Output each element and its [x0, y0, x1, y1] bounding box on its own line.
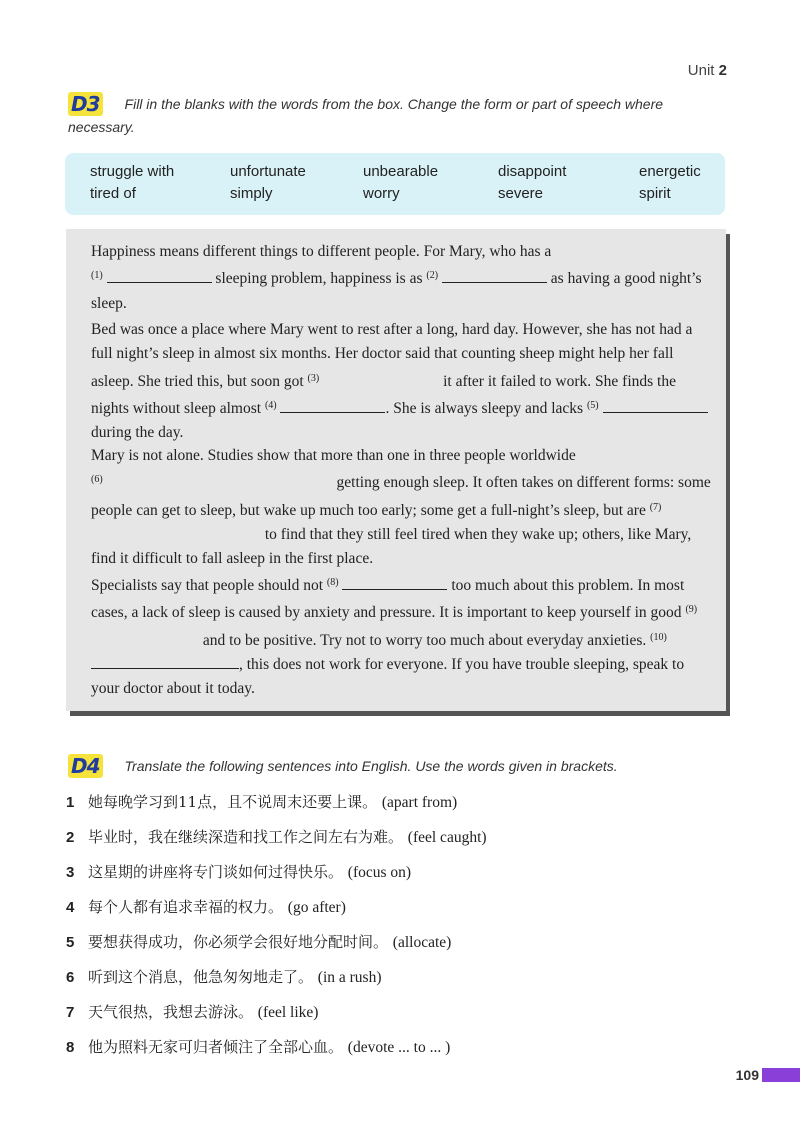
bracket-hint: (in a rush) — [317, 969, 382, 986]
word-item: struggle with — [90, 163, 175, 180]
bracket-hint: (focus on) — [347, 864, 412, 881]
passage-text: . She is always sleepy and lacks — [385, 399, 587, 417]
bracket-hint: (go after) — [287, 899, 346, 916]
bracket-hint: (allocate) — [392, 934, 452, 951]
item-number: 4 — [66, 899, 75, 916]
passage-paragraph-3 — [91, 444, 716, 571]
d4-badge: D4 — [68, 754, 103, 778]
item-number: 3 — [66, 864, 75, 881]
unit-label: Unit — [687, 62, 715, 79]
passage-text: Happiness means different things to different people. For Mary, who has a — [91, 243, 552, 260]
passage-text: to find that they still feel tired when they wake up; others, like Mary, find it difficult to fall asleep in the first place. — [91, 525, 692, 568]
item-number: 6 — [66, 969, 75, 986]
passage-text: too much about this problem. In most cases, a lack of sleep is caused by anxiety and pressure. It is important to keep yourself in good — [91, 577, 686, 622]
passage-text: Mary is not alone. Studies show that more than one in three people worldwide — [91, 447, 576, 464]
translation-item — [66, 896, 346, 917]
passage-text: Specialists say that people should not — [91, 577, 327, 594]
d3-instruction-text: Fill in the blanks with the words from the box. Change the form or part of speech where necessary. — [68, 96, 664, 135]
chinese-sentence: 他为照料无家可归者倾注了全部心血。 — [88, 1038, 344, 1056]
chinese-sentence: 天气很热，我想去游泳。 — [88, 1003, 254, 1021]
blank-10[interactable] — [91, 654, 239, 669]
blank-8[interactable] — [342, 575, 447, 590]
item-number: 5 — [66, 934, 75, 951]
translation-item — [66, 1036, 450, 1057]
bracket-hint: (devote ... to ... ) — [347, 1039, 451, 1056]
blank-4[interactable] — [280, 398, 385, 413]
word-box — [65, 153, 725, 215]
item-number: 2 — [66, 829, 75, 846]
translation-item — [66, 791, 457, 812]
bracket-hint: (feel like) — [257, 1004, 319, 1021]
d4-instruction-text: Translate the following sentences into English. Use the words given in brackets. — [124, 758, 618, 774]
d3-badge: D3 — [68, 92, 103, 116]
chinese-sentence: 她每晚学习到11点，且不说周末还要上课。 — [88, 793, 378, 811]
translation-item — [66, 931, 451, 952]
blank-2[interactable] — [442, 268, 547, 283]
chinese-sentence: 听到这个消息，他急匆匆地走了。 — [88, 968, 314, 986]
page-number: 109 — [735, 1067, 759, 1083]
word-item: tired of — [90, 185, 136, 202]
blank-number: (5) — [586, 399, 599, 411]
word-item: worry — [363, 185, 400, 202]
word-item: unfortunate — [230, 163, 306, 180]
passage-text: as having a good night’s sleep. — [91, 270, 702, 312]
passage-paragraph-1 — [91, 240, 716, 316]
bracket-hint: (apart from) — [381, 794, 458, 811]
word-item: disappoint — [498, 163, 567, 180]
unit-header — [688, 62, 727, 79]
blank-number: (4) — [264, 399, 277, 411]
blank-number: (1) — [91, 270, 103, 282]
passage-text: and to be positive. Try not to worry too much about everyday anxieties. — [199, 631, 651, 649]
blank-number: (8) — [326, 577, 339, 588]
chinese-sentence: 这星期的讲座将专门谈如何过得快乐。 — [88, 863, 344, 881]
translation-item — [66, 861, 411, 882]
blank-number: (3) — [307, 372, 320, 384]
blank-number: (2) — [426, 270, 439, 282]
passage-text: , this does not work for everyone. If you have trouble sleeping, speak to your doctor about it today. — [91, 655, 685, 698]
d3-instruction — [68, 92, 718, 138]
translation-item — [66, 826, 487, 847]
word-item: severe — [498, 185, 544, 202]
chinese-sentence: 要想获得成功，你必须学会很好地分配时间。 — [88, 933, 389, 951]
blank-5[interactable] — [603, 398, 708, 413]
blank-1[interactable] — [107, 268, 212, 283]
passage-paragraph-2 — [91, 318, 716, 445]
d4-instruction — [68, 754, 718, 778]
blank-number: (6) — [91, 474, 103, 486]
passage-text: it after it failed to work. She finds the nights without sleep almost — [91, 372, 676, 417]
passage-text: Bed was once a place where Mary went to rest after a long, hard day. However, she has not had a full night’s sleep in almost six months. Her doctor said that counting sheep might help her fall asleep. She tried this, but soon got — [91, 321, 693, 390]
chinese-sentence: 每个人都有追求幸福的权力。 — [88, 898, 284, 916]
word-item: simply — [230, 185, 273, 202]
word-item: energetic — [639, 163, 701, 180]
word-item: spirit — [639, 185, 671, 202]
item-number: 8 — [66, 1039, 75, 1056]
reading-passage — [66, 229, 726, 711]
item-number: 1 — [66, 794, 75, 811]
translation-item — [66, 966, 382, 987]
blank-number: (9) — [685, 604, 698, 616]
bracket-hint: (feel caught) — [407, 829, 487, 846]
translation-item — [66, 1001, 318, 1022]
blank-number: (7) — [649, 501, 662, 513]
blank-number: (10) — [650, 631, 667, 643]
item-number: 7 — [66, 1004, 75, 1021]
chinese-sentence: 毕业时，我在继续深造和找工作之间左右为难。 — [88, 828, 404, 846]
passage-text: sleeping problem, happiness is as — [211, 270, 427, 288]
passage-text: during the day. — [91, 424, 184, 442]
passage-text: getting enough sleep. It often takes on different forms: some people can get to sleep, but wake up much too early; some get a full-night’s sleep, but are — [91, 474, 711, 519]
word-item: unbearable — [363, 163, 439, 180]
passage-paragraph-4 — [91, 571, 716, 701]
unit-number: 2 — [718, 62, 727, 79]
page-accent-bar — [762, 1068, 800, 1082]
